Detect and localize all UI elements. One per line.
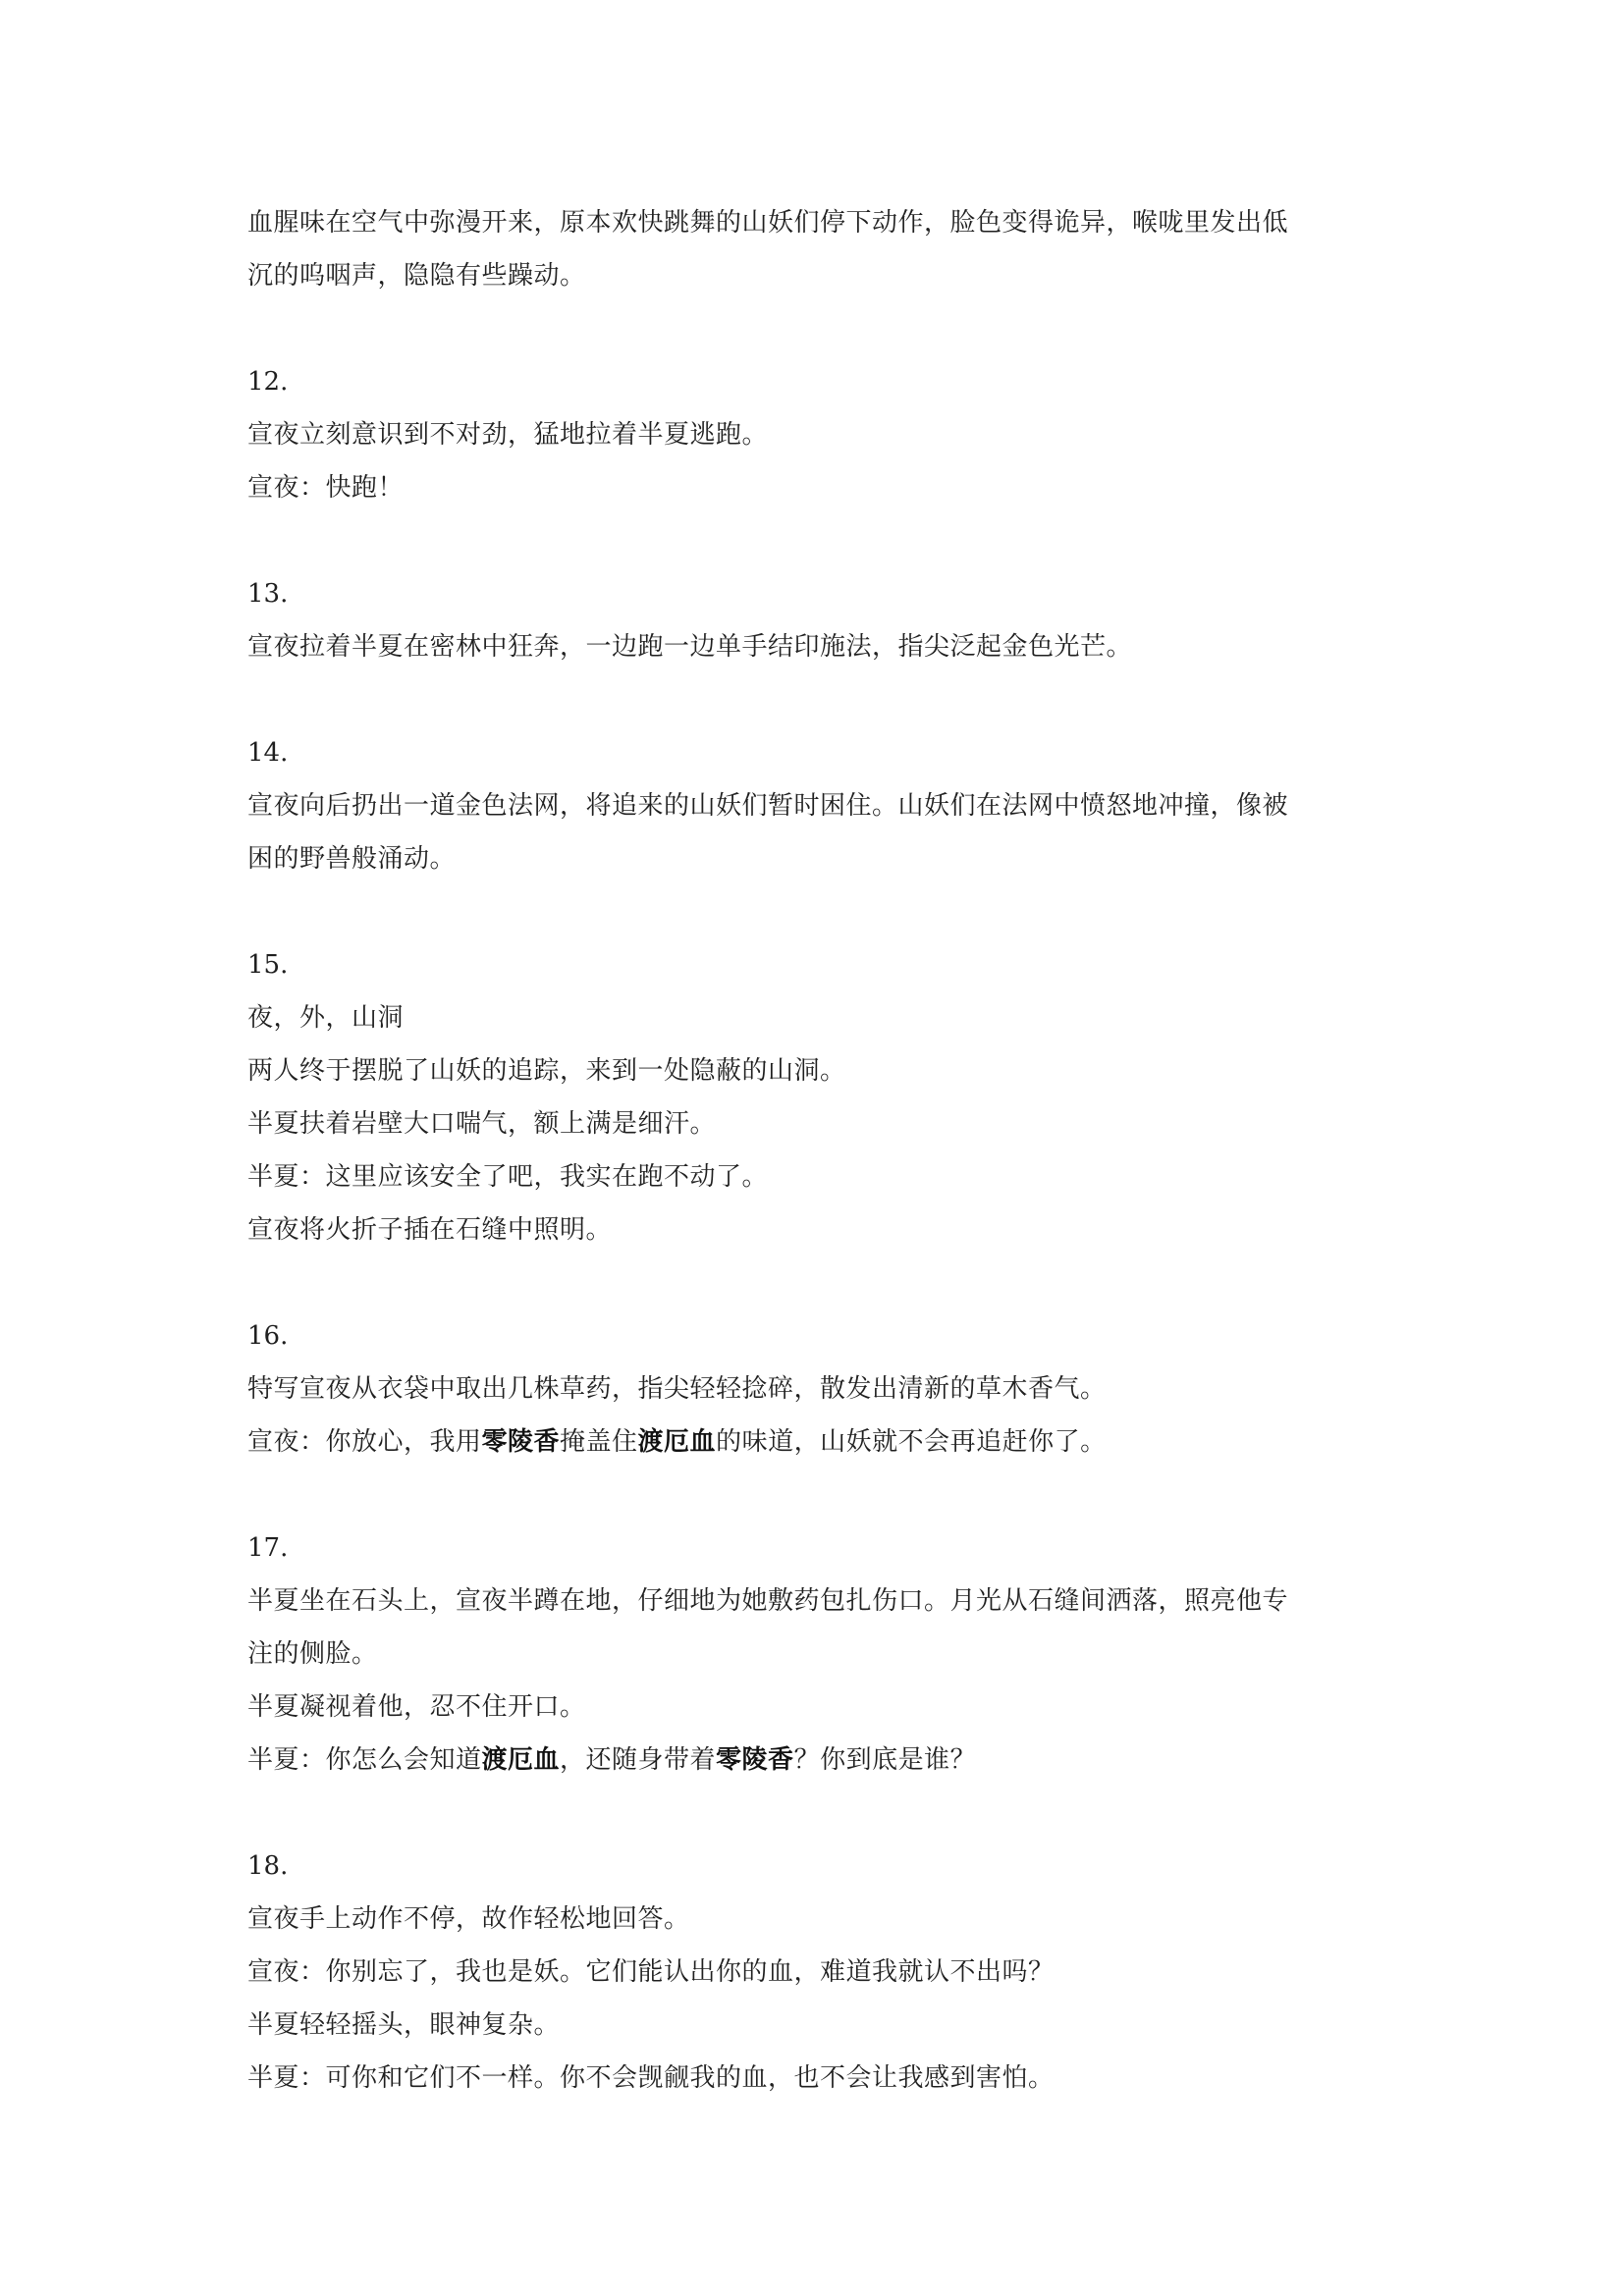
scene-heading: 夜，外，山洞 <box>247 1003 405 1033</box>
text-run: 宣夜：你放心，我用 <box>247 1427 482 1457</box>
scene-number: 17. <box>247 1533 289 1563</box>
intro-paragraph <box>247 196 1386 302</box>
text-run: 半夏：你怎么会知道 <box>247 1745 482 1775</box>
text-line: 半夏轻轻摇头，眼神复杂。 <box>247 2010 561 2040</box>
scene-number: 18. <box>247 1851 289 1881</box>
text-line: 宣夜向后扔出一道金色法网，将追来的山妖们暂时困住。山妖们在法网中愤怒地冲撞，像被 <box>247 791 1289 821</box>
scene-number: 15. <box>247 950 289 980</box>
bold-term: 渡厄血 <box>637 1427 717 1457</box>
scene-14 <box>247 726 1386 885</box>
dialogue-line: 宣夜：快跑！ <box>247 473 405 503</box>
text-line: 宣夜将火折子插在石缝中照明。 <box>247 1215 613 1245</box>
bold-term: 渡厄血 <box>481 1745 561 1775</box>
scene-number: 16. <box>247 1321 289 1351</box>
scene-18 <box>247 1840 1386 2105</box>
text-run: 掩盖住 <box>560 1427 638 1457</box>
scene-number: 13. <box>247 579 289 609</box>
script-content <box>247 196 1386 2105</box>
scene-number: 12. <box>247 367 289 397</box>
scene-number: 14. <box>247 738 289 768</box>
text-run: ？你到底是谁？ <box>793 1745 977 1775</box>
scene-13 <box>247 567 1386 673</box>
text-line: 沉的呜咽声，隐隐有些躁动。 <box>247 261 586 291</box>
text-run: ，还随身带着 <box>560 1745 717 1775</box>
text-line: 宣夜手上动作不停，故作轻松地回答。 <box>247 1904 690 1934</box>
dialogue-line <box>247 1415 1386 1468</box>
dialogue-line <box>247 1734 1386 1787</box>
scene-15 <box>247 938 1386 1256</box>
text-line: 两人终于摆脱了山妖的追踪，来到一处隐蔽的山洞。 <box>247 1056 846 1086</box>
text-line: 血腥味在空气中弥漫开来，原本欢快跳舞的山妖们停下动作，脸色变得诡异，喉咙里发出低 <box>247 208 1289 238</box>
scene-16 <box>247 1309 1386 1468</box>
bold-term: 零陵香 <box>481 1427 561 1457</box>
scene-12 <box>247 355 1386 514</box>
text-line: 特写宣夜从衣袋中取出几株草药，指尖轻轻捻碎，散发出清新的草木香气。 <box>247 1374 1107 1404</box>
text-line: 半夏坐在石头上，宣夜半蹲在地，仔细地为她敷药包扎伤口。月光从石缝间洒落，照亮他专 <box>247 1586 1289 1616</box>
text-run: 的味道，山妖就不会再追赶你了。 <box>716 1427 1107 1457</box>
text-line: 半夏凝视着他，忍不住开口。 <box>247 1692 586 1722</box>
dialogue-line: 半夏：这里应该安全了吧，我实在跑不动了。 <box>247 1162 769 1192</box>
scene-17 <box>247 1522 1386 1787</box>
text-line: 困的野兽般涌动。 <box>247 844 457 874</box>
bold-term: 零陵香 <box>716 1745 794 1775</box>
text-line: 宣夜立刻意识到不对劲，猛地拉着半夏逃跑。 <box>247 420 769 450</box>
dialogue-line: 半夏：可你和它们不一样。你不会觊觎我的血，也不会让我感到害怕。 <box>247 2063 1055 2093</box>
text-line: 半夏扶着岩壁大口喘气，额上满是细汗。 <box>247 1109 717 1139</box>
text-line: 宣夜拉着半夏在密林中狂奔，一边跑一边单手结印施法，指尖泛起金色光芒。 <box>247 632 1133 662</box>
dialogue-line: 宣夜：你别忘了，我也是妖。它们能认出你的血，难道我就认不出吗？ <box>247 1957 1055 1987</box>
text-line: 注的侧脸。 <box>247 1639 378 1669</box>
